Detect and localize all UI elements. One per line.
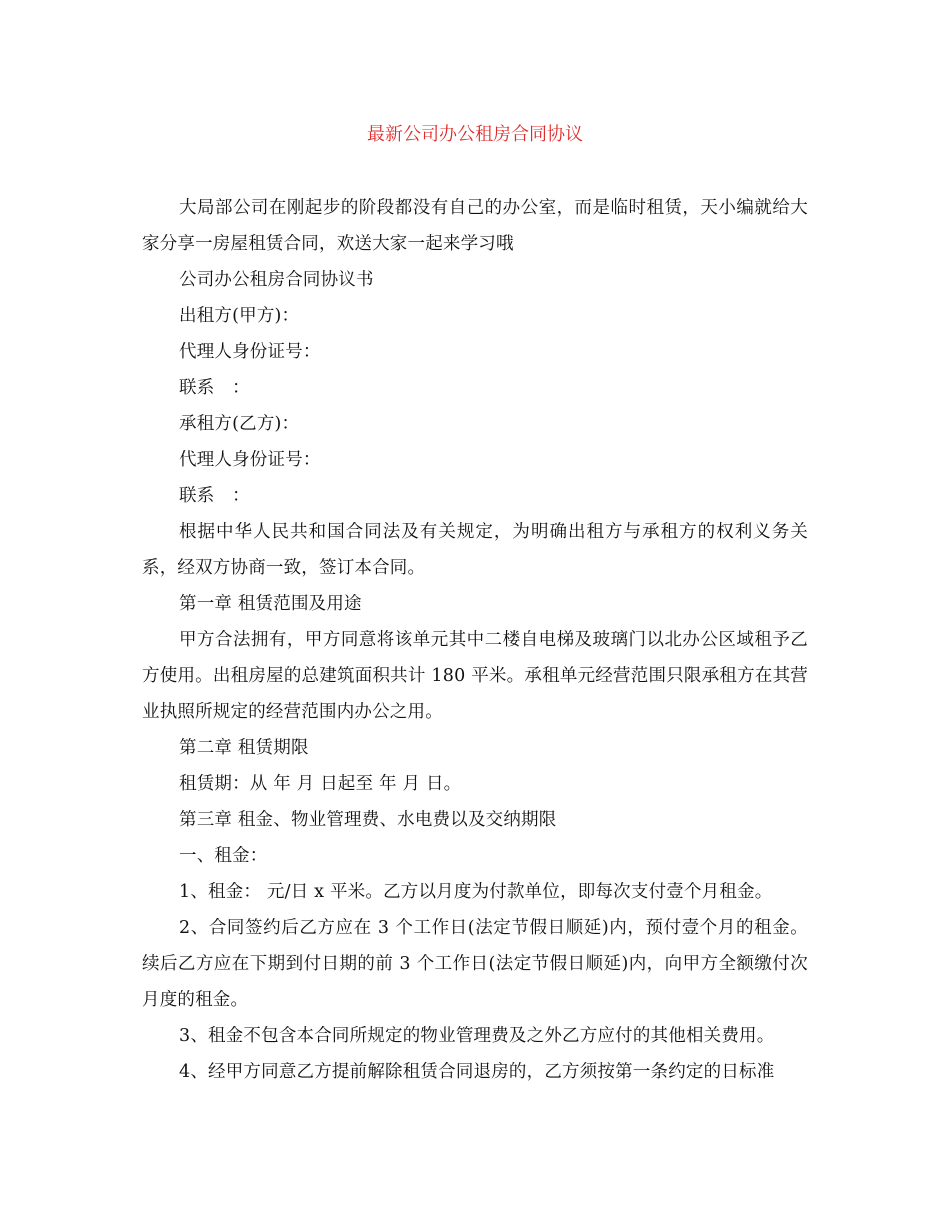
document-title: 最新公司办公租房合同协议 bbox=[367, 124, 583, 145]
paragraph: 租赁期：从 年 月 日起至 年 月 日。 bbox=[179, 774, 462, 794]
paragraph: 3、租金不包含本合同所规定的物业管理费及之外乙方应付的其他相关费用。 bbox=[179, 1026, 775, 1046]
paragraph: 联系 ： bbox=[179, 378, 250, 398]
paragraph: 一、租金： bbox=[179, 846, 268, 866]
document-body bbox=[142, 190, 808, 1090]
paragraph: 大局部公司在刚起步的阶段都没有自己的办公室，而是临时租赁，天小编就给大家分享一房屋租赁合同，欢送大家一起来学习哦 bbox=[142, 198, 808, 254]
paragraph: 第二章 租赁期限 bbox=[179, 738, 309, 758]
paragraph: 承租方(乙方)： bbox=[179, 414, 300, 434]
paragraph: 第一章 租赁范围及用途 bbox=[179, 594, 362, 614]
paragraph: 甲方合法拥有，甲方同意将该单元其中二楼自电梯及玻璃门以北办公区域租予乙方使用。出租房屋的总建筑面积共计 180 平米。承租单元经营范围只限承租方在其营业执照所规定的经营范围内办公之用。 bbox=[142, 630, 808, 722]
paragraph: 公司办公租房合同协议书 bbox=[179, 270, 374, 290]
paragraph: 2、合同签约后乙方应在 3 个工作日(法定节假日顺延)内，预付壹个月的租金。续后乙方应在下期到付日期的前 3 个工作日(法定节假日顺延)内，向甲方全额缴付次月度的租金。 bbox=[142, 918, 808, 1010]
paragraph: 代理人身份证号： bbox=[179, 450, 321, 470]
paragraph: 第三章 租金、物业管理费、水电费以及交纳期限 bbox=[179, 810, 557, 830]
paragraph: 4、经甲方同意乙方提前解除租赁合同退房的，乙方须按第一条约定的日标准 bbox=[179, 1062, 775, 1082]
paragraph: 1、租金： 元/日 x 平米。乙方以月度为付款单位，即每次支付壹个月租金。 bbox=[179, 882, 773, 902]
paragraph: 根据中华人民共和国合同法及有关规定，为明确出租方与承租方的权利义务关系，经双方协商一致，签订本合同。 bbox=[142, 522, 808, 578]
paragraph: 代理人身份证号： bbox=[179, 342, 321, 362]
paragraph: 出租方(甲方)： bbox=[179, 306, 300, 326]
paragraph: 联系 ： bbox=[179, 486, 250, 506]
